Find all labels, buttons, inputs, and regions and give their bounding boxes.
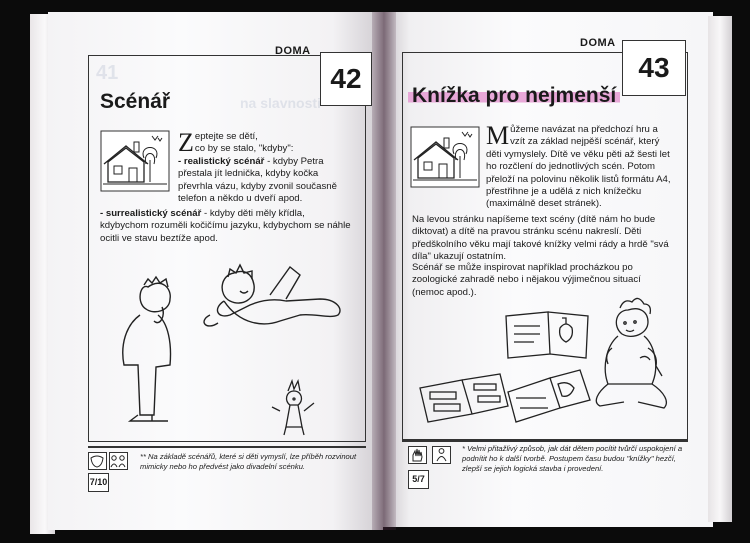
house-illustration-icon-right [410,126,480,188]
right-drop-cap: M [486,121,510,150]
left-page-title: Scénář [100,90,171,113]
right-body-second: Na levou stránku napíšeme text scény (dítě nám ho bude diktovat) a dítě na pravou stránku scénu nakreslí. Děti předškolního věku mají takové knížky velmi rády a hrdě "svá díla" ukazují ostatním. [412,214,669,263]
right-footnote: * Velmi přitažlivý způsob, jak dát dětem pocítit tvůrčí uspokojení a podnítit ho k další tvorbě. Postupem času budou "knížky" hezčí, zlepší se jejich logická stavba i provedení. [462,444,683,473]
left-intro-line2: co by se stalo, "kdyby": [194,143,294,155]
right-footer-divider [402,440,688,442]
right-age-badge: 5/7 [408,470,429,489]
right-body-first [486,121,672,211]
book-spine [372,12,396,530]
drama-masks-icon [88,452,128,470]
right-section-header: DOMA [580,37,616,49]
left-surreal-paragraph [100,208,354,245]
realistic-text: - kdyby Petra přestala jít lednička, kdyby kočka převrhla vázu, kdyby zvonil současně telefon a někdo u dveří apod. [178,155,337,205]
right-page-number: 43 [622,40,686,96]
children-illustration [100,255,360,440]
left-intro-line1: eptejte se dětí, [194,131,258,142]
right-title-highlight: Knížka pro nejmenší [408,84,620,107]
left-section-header: DOMA [275,45,311,57]
house-illustration-icon [100,130,170,192]
hand-icon [408,446,452,464]
left-footer-divider [88,446,366,448]
surreal-text: - kdyby děti měly křídla, kdybychom rozuměli kočičímu jazyku, kdybychom se náhle ocitli ve stavu beztíže apod. [100,208,351,244]
left-intro [178,128,354,205]
ghost-title-bleed: na slavnosti [240,95,321,111]
surreal-label: - surrealistický scénář [100,208,202,219]
left-age-badge: 7/10 [88,473,109,492]
left-drop-cap: Z [178,128,194,157]
right-body-third: Scénář se může inspirovat například procházkou po zoologické zahradě nebo i nějakou výjimečnou situací (nemoc apod.). [412,262,641,298]
right-body-first-text: ůžeme navázat na předchozí hru a vzít za základ nejpěší scénář, který děti vymyslely. Dítě ve věku pěti až šesti let ho rozčlení do jednotlivých scén. Potom přeloží na polovinu několik listů formátu A4, přestřihne je a udělá z nich knížečku (maximálně deset stránek). [486,124,671,210]
right-page-title [408,84,620,108]
realistic-label: - realistický scénář [178,155,265,167]
left-footnote: ** Na základě scénářů, které si děti vymyslí, lze příběh rozvinout mimicky nebo ho předvést jako divadelní scénku. [140,452,357,471]
left-page-number: 42 [320,52,372,106]
ghost-page-number: 41 [96,62,119,84]
right-page-edges [708,16,732,522]
booklets-illustration [412,292,682,432]
